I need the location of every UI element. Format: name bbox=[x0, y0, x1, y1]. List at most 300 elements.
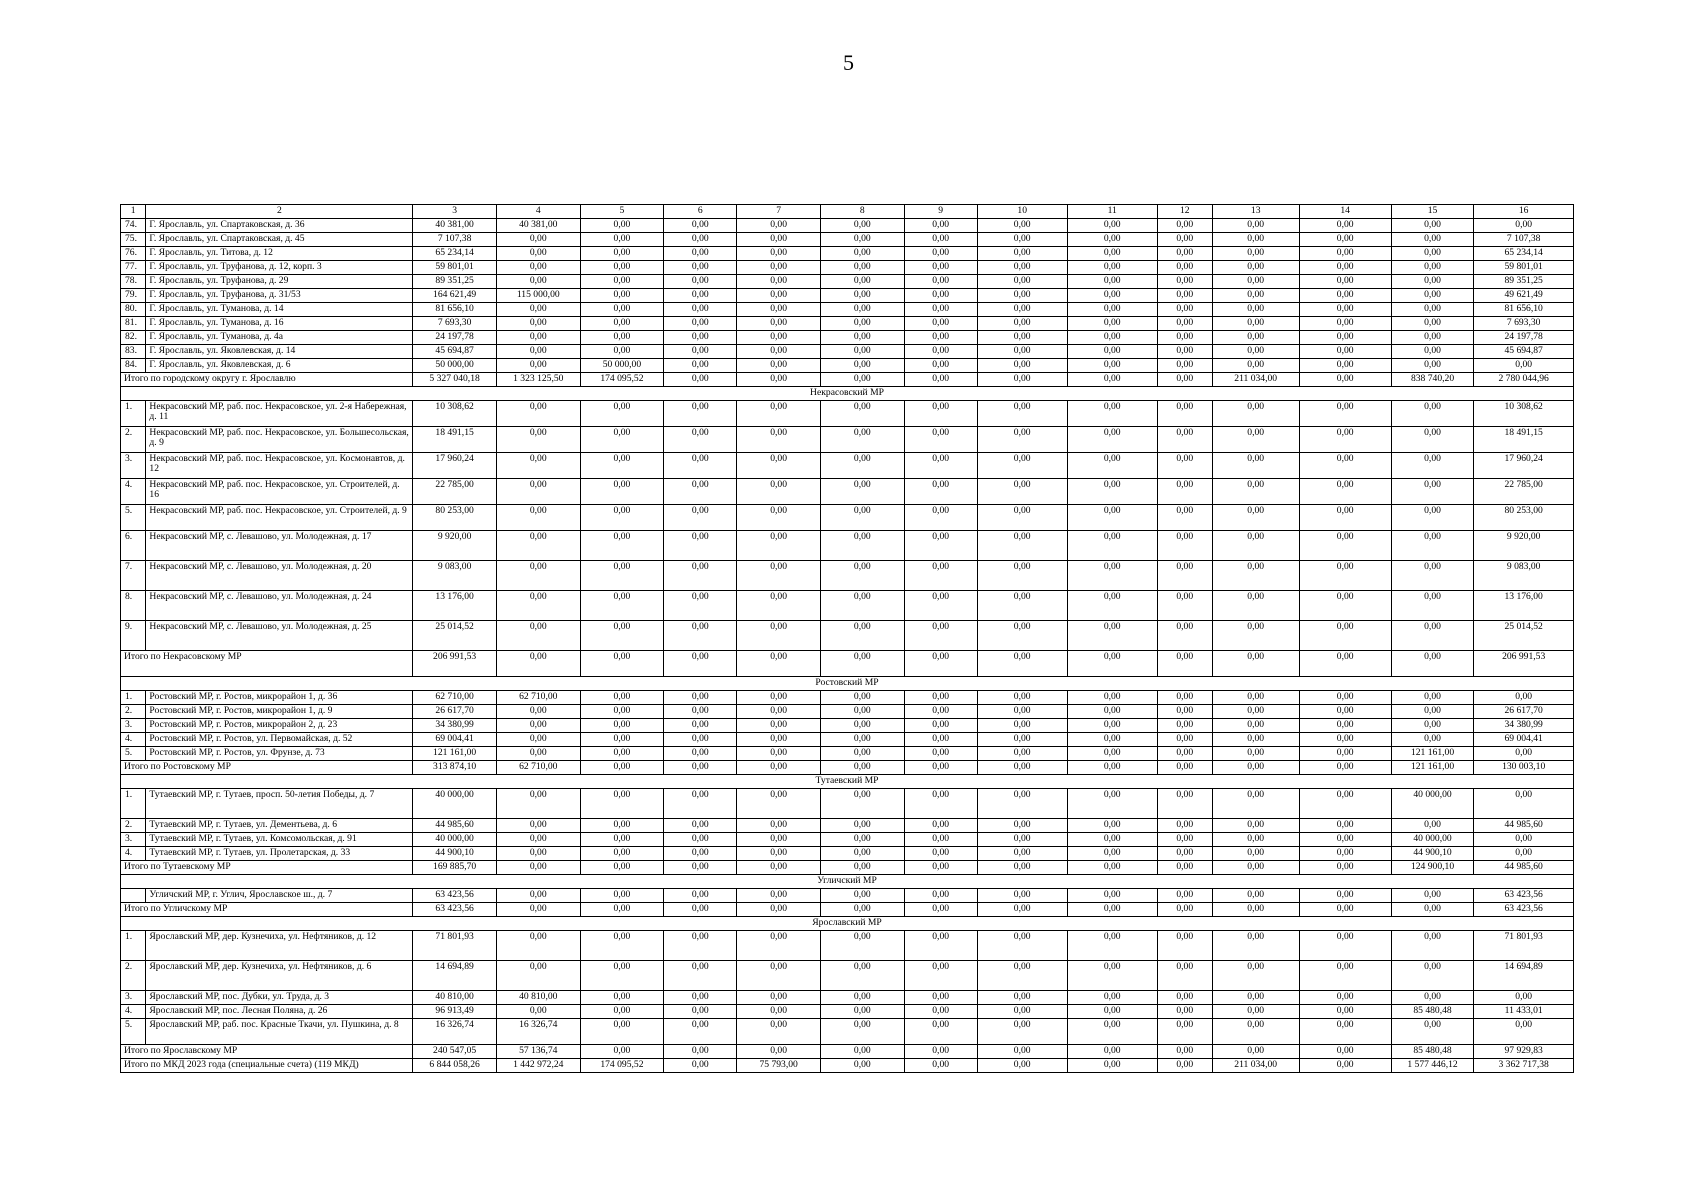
value-cell: 81 656,10 bbox=[413, 303, 497, 317]
value-cell: 0,00 bbox=[737, 819, 821, 833]
value-cell: 0,00 bbox=[737, 931, 821, 961]
value-cell: 17 960,24 bbox=[1474, 453, 1574, 479]
value-cell: 0,00 bbox=[977, 247, 1067, 261]
value-cell: 0,00 bbox=[496, 819, 580, 833]
value-cell: 9 083,00 bbox=[413, 561, 497, 591]
value-cell: 0,00 bbox=[737, 373, 821, 387]
address-cell: Ярославский МР, раб. пос. Красные Ткачи, ул. Пушкина, д. 8 bbox=[146, 1019, 413, 1045]
value-cell: 10 308,62 bbox=[1474, 401, 1574, 427]
table-row bbox=[121, 479, 1574, 505]
address-cell: Г. Ярославль, ул. Спартаковская, д. 45 bbox=[146, 233, 413, 247]
value-cell: 0,00 bbox=[1067, 591, 1157, 621]
value-cell: 0,00 bbox=[820, 931, 904, 961]
row-number: 7. bbox=[121, 561, 146, 591]
value-cell: 0,00 bbox=[904, 861, 977, 875]
table-row bbox=[121, 261, 1574, 275]
value-cell: 0,00 bbox=[904, 373, 977, 387]
value-cell: 169 885,70 bbox=[413, 861, 497, 875]
value-cell: 0,00 bbox=[737, 761, 821, 775]
value-cell: 0,00 bbox=[737, 453, 821, 479]
column-number: 16 bbox=[1474, 205, 1574, 219]
value-cell: 0,00 bbox=[1212, 789, 1299, 819]
value-cell: 1 323 125,50 bbox=[496, 373, 580, 387]
value-cell: 0,00 bbox=[1157, 289, 1212, 303]
value-cell: 0,00 bbox=[1391, 903, 1474, 917]
value-cell: 0,00 bbox=[664, 453, 737, 479]
value-cell: 0,00 bbox=[496, 479, 580, 505]
value-cell: 0,00 bbox=[1299, 705, 1391, 719]
value-cell: 0,00 bbox=[820, 961, 904, 991]
value-cell: 44 985,60 bbox=[413, 819, 497, 833]
value-cell: 26 617,70 bbox=[413, 705, 497, 719]
value-cell: 0,00 bbox=[820, 621, 904, 651]
value-cell: 0,00 bbox=[664, 651, 737, 677]
value-cell: 0,00 bbox=[1157, 219, 1212, 233]
value-cell: 71 801,93 bbox=[413, 931, 497, 961]
value-cell: 0,00 bbox=[580, 833, 664, 847]
value-cell: 0,00 bbox=[904, 233, 977, 247]
column-number: 6 bbox=[664, 205, 737, 219]
value-cell: 0,00 bbox=[820, 861, 904, 875]
value-cell: 0,00 bbox=[580, 317, 664, 331]
value-cell: 0,00 bbox=[820, 733, 904, 747]
value-cell: 0,00 bbox=[664, 931, 737, 961]
table-row bbox=[121, 961, 1574, 991]
value-cell: 97 929,83 bbox=[1474, 1045, 1574, 1059]
row-number: 81. bbox=[121, 317, 146, 331]
value-cell: 22 785,00 bbox=[413, 479, 497, 505]
value-cell: 0,00 bbox=[1212, 453, 1299, 479]
value-cell: 0,00 bbox=[1157, 833, 1212, 847]
table-row bbox=[121, 789, 1574, 819]
value-cell: 0,00 bbox=[496, 889, 580, 903]
value-cell: 0,00 bbox=[580, 889, 664, 903]
value-cell: 0,00 bbox=[1157, 591, 1212, 621]
value-cell: 0,00 bbox=[737, 561, 821, 591]
value-cell: 44 900,10 bbox=[1391, 847, 1474, 861]
value-cell: 0,00 bbox=[1067, 359, 1157, 373]
value-cell: 0,00 bbox=[977, 747, 1067, 761]
value-cell: 0,00 bbox=[1391, 931, 1474, 961]
address-cell: Некрасовский МР, с. Левашово, ул. Молодежная, д. 24 bbox=[146, 591, 413, 621]
value-cell: 81 656,10 bbox=[1474, 303, 1574, 317]
value-cell: 0,00 bbox=[1391, 621, 1474, 651]
value-cell: 0,00 bbox=[977, 561, 1067, 591]
value-cell: 3 362 717,38 bbox=[1474, 1059, 1574, 1073]
value-cell: 0,00 bbox=[1391, 453, 1474, 479]
value-cell: 164 621,49 bbox=[413, 289, 497, 303]
column-number: 13 bbox=[1212, 205, 1299, 219]
value-cell: 0,00 bbox=[1212, 819, 1299, 833]
value-cell: 0,00 bbox=[1299, 453, 1391, 479]
value-cell: 40 000,00 bbox=[413, 789, 497, 819]
value-cell: 206 991,53 bbox=[1474, 651, 1574, 677]
table-row bbox=[121, 233, 1574, 247]
value-cell: 0,00 bbox=[1157, 261, 1212, 275]
address-cell: Г. Ярославль, ул. Туманова, д. 14 bbox=[146, 303, 413, 317]
value-cell: 0,00 bbox=[737, 289, 821, 303]
value-cell: 0,00 bbox=[820, 789, 904, 819]
value-cell: 0,00 bbox=[820, 691, 904, 705]
value-cell: 0,00 bbox=[737, 261, 821, 275]
value-cell: 0,00 bbox=[1067, 331, 1157, 345]
value-cell: 0,00 bbox=[977, 861, 1067, 875]
row-number: 5. bbox=[121, 747, 146, 761]
address-cell: Г. Ярославль, ул. Яковлевская, д. 14 bbox=[146, 345, 413, 359]
value-cell: 0,00 bbox=[1299, 991, 1391, 1005]
table-row bbox=[121, 847, 1574, 861]
value-cell: 0,00 bbox=[1391, 719, 1474, 733]
value-cell: 0,00 bbox=[904, 705, 977, 719]
value-cell: 0,00 bbox=[580, 847, 664, 861]
value-cell: 0,00 bbox=[1474, 789, 1574, 819]
value-cell: 62 710,00 bbox=[413, 691, 497, 705]
value-cell: 0,00 bbox=[664, 961, 737, 991]
subtotal-label: Итого по городскому округу г. Ярославлю bbox=[121, 373, 413, 387]
value-cell: 0,00 bbox=[580, 961, 664, 991]
table-row bbox=[121, 289, 1574, 303]
value-cell: 0,00 bbox=[977, 303, 1067, 317]
value-cell: 0,00 bbox=[737, 991, 821, 1005]
value-cell: 0,00 bbox=[904, 303, 977, 317]
value-cell: 0,00 bbox=[737, 479, 821, 505]
value-cell: 0,00 bbox=[1212, 561, 1299, 591]
value-cell: 0,00 bbox=[1391, 331, 1474, 345]
value-cell: 0,00 bbox=[1067, 621, 1157, 651]
row-number: 2. bbox=[121, 961, 146, 991]
value-cell: 0,00 bbox=[904, 427, 977, 453]
section-title: Тутаевский МР bbox=[121, 775, 1574, 789]
value-cell: 0,00 bbox=[904, 219, 977, 233]
value-cell: 0,00 bbox=[664, 889, 737, 903]
row-number: 4. bbox=[121, 479, 146, 505]
value-cell: 0,00 bbox=[820, 247, 904, 261]
value-cell: 0,00 bbox=[496, 427, 580, 453]
value-cell: 0,00 bbox=[904, 505, 977, 531]
value-cell: 0,00 bbox=[664, 247, 737, 261]
table-row bbox=[121, 453, 1574, 479]
value-cell: 0,00 bbox=[1299, 1045, 1391, 1059]
value-cell: 0,00 bbox=[1299, 331, 1391, 345]
row-number: 5. bbox=[121, 505, 146, 531]
value-cell: 0,00 bbox=[580, 261, 664, 275]
value-cell: 313 874,10 bbox=[413, 761, 497, 775]
value-cell: 0,00 bbox=[496, 303, 580, 317]
value-cell: 0,00 bbox=[1391, 1019, 1474, 1045]
value-cell: 0,00 bbox=[580, 819, 664, 833]
row-number: 2. bbox=[121, 705, 146, 719]
value-cell: 0,00 bbox=[737, 889, 821, 903]
value-cell: 6 844 058,26 bbox=[413, 1059, 497, 1073]
value-cell: 0,00 bbox=[1212, 505, 1299, 531]
value-cell: 0,00 bbox=[664, 505, 737, 531]
value-cell: 0,00 bbox=[737, 691, 821, 705]
value-cell: 0,00 bbox=[1299, 1059, 1391, 1073]
value-cell: 50 000,00 bbox=[413, 359, 497, 373]
value-cell: 0,00 bbox=[496, 401, 580, 427]
value-cell: 0,00 bbox=[820, 1019, 904, 1045]
value-cell: 0,00 bbox=[664, 359, 737, 373]
subtotal-row bbox=[121, 761, 1574, 775]
value-cell: 13 176,00 bbox=[413, 591, 497, 621]
value-cell: 0,00 bbox=[1157, 847, 1212, 861]
value-cell: 0,00 bbox=[1067, 847, 1157, 861]
value-cell: 0,00 bbox=[977, 621, 1067, 651]
value-cell: 0,00 bbox=[1299, 261, 1391, 275]
row-number: 75. bbox=[121, 233, 146, 247]
address-cell: Угличский МР, г. Углич, Ярославское ш., д. 7 bbox=[146, 889, 413, 903]
value-cell: 0,00 bbox=[820, 819, 904, 833]
column-number: 1 bbox=[121, 205, 146, 219]
value-cell: 0,00 bbox=[977, 1019, 1067, 1045]
value-cell: 17 960,24 bbox=[413, 453, 497, 479]
subtotal-label: Итого по Угличскому МР bbox=[121, 903, 413, 917]
value-cell: 0,00 bbox=[1299, 761, 1391, 775]
value-cell: 0,00 bbox=[1067, 531, 1157, 561]
value-cell: 0,00 bbox=[1212, 747, 1299, 761]
value-cell: 0,00 bbox=[977, 289, 1067, 303]
value-cell: 0,00 bbox=[737, 505, 821, 531]
value-cell: 0,00 bbox=[820, 833, 904, 847]
value-cell: 0,00 bbox=[1212, 219, 1299, 233]
value-cell: 0,00 bbox=[1067, 705, 1157, 719]
value-cell: 0,00 bbox=[664, 1019, 737, 1045]
value-cell: 0,00 bbox=[1299, 833, 1391, 847]
value-cell: 0,00 bbox=[820, 889, 904, 903]
column-number: 12 bbox=[1157, 205, 1212, 219]
value-cell: 0,00 bbox=[664, 373, 737, 387]
value-cell: 44 985,60 bbox=[1474, 861, 1574, 875]
column-number: 14 bbox=[1299, 205, 1391, 219]
value-cell: 0,00 bbox=[1299, 961, 1391, 991]
value-cell: 0,00 bbox=[1212, 427, 1299, 453]
value-cell: 0,00 bbox=[1157, 991, 1212, 1005]
value-cell: 0,00 bbox=[1157, 401, 1212, 427]
address-cell: Некрасовский МР, раб. пос. Некрасовское, ул. Космонавтов, д. 12 bbox=[146, 453, 413, 479]
funding-table bbox=[120, 204, 1574, 1073]
value-cell: 0,00 bbox=[1474, 219, 1574, 233]
value-cell: 0,00 bbox=[1474, 747, 1574, 761]
value-cell: 121 161,00 bbox=[1391, 761, 1474, 775]
address-cell: Г. Ярославль, ул. Спартаковская, д. 36 bbox=[146, 219, 413, 233]
value-cell: 24 197,78 bbox=[1474, 331, 1574, 345]
row-number: 1. bbox=[121, 691, 146, 705]
value-cell: 0,00 bbox=[977, 401, 1067, 427]
subtotal-row bbox=[121, 1045, 1574, 1059]
value-cell: 0,00 bbox=[1391, 991, 1474, 1005]
row-number: 4. bbox=[121, 1005, 146, 1019]
value-cell: 0,00 bbox=[580, 331, 664, 345]
value-cell: 0,00 bbox=[737, 833, 821, 847]
value-cell: 0,00 bbox=[977, 261, 1067, 275]
value-cell: 16 326,74 bbox=[496, 1019, 580, 1045]
value-cell: 69 004,41 bbox=[1474, 733, 1574, 747]
address-cell: Ярославский МР, пос. Лесная Поляна, д. 26 bbox=[146, 1005, 413, 1019]
value-cell: 0,00 bbox=[496, 833, 580, 847]
table-row bbox=[121, 359, 1574, 373]
section-header-row bbox=[121, 775, 1574, 789]
value-cell: 0,00 bbox=[580, 401, 664, 427]
value-cell: 0,00 bbox=[1391, 289, 1474, 303]
value-cell: 0,00 bbox=[977, 275, 1067, 289]
value-cell: 0,00 bbox=[1212, 359, 1299, 373]
value-cell: 40 000,00 bbox=[1391, 833, 1474, 847]
value-cell: 0,00 bbox=[1157, 691, 1212, 705]
value-cell: 0,00 bbox=[1212, 961, 1299, 991]
row-number: 80. bbox=[121, 303, 146, 317]
value-cell: 0,00 bbox=[977, 427, 1067, 453]
value-cell: 0,00 bbox=[580, 219, 664, 233]
row-number: 1. bbox=[121, 401, 146, 427]
value-cell: 0,00 bbox=[737, 747, 821, 761]
value-cell: 0,00 bbox=[1212, 233, 1299, 247]
value-cell: 0,00 bbox=[737, 719, 821, 733]
value-cell: 59 801,01 bbox=[1474, 261, 1574, 275]
table-row bbox=[121, 889, 1574, 903]
value-cell: 0,00 bbox=[737, 359, 821, 373]
value-cell: 0,00 bbox=[1299, 621, 1391, 651]
value-cell: 0,00 bbox=[1299, 317, 1391, 331]
table-row bbox=[121, 621, 1574, 651]
value-cell: 0,00 bbox=[1067, 733, 1157, 747]
value-cell: 0,00 bbox=[820, 651, 904, 677]
value-cell: 7 107,38 bbox=[1474, 233, 1574, 247]
address-cell: Ростовский МР, г. Ростов, ул. Первомайская, д. 52 bbox=[146, 733, 413, 747]
value-cell: 0,00 bbox=[580, 427, 664, 453]
table-row bbox=[121, 331, 1574, 345]
value-cell: 0,00 bbox=[737, 427, 821, 453]
value-cell: 0,00 bbox=[1157, 1019, 1212, 1045]
section-header-row bbox=[121, 677, 1574, 691]
value-cell: 0,00 bbox=[904, 331, 977, 345]
value-cell: 0,00 bbox=[1212, 833, 1299, 847]
row-number: 77. bbox=[121, 261, 146, 275]
address-cell: Г. Ярославль, ул. Яковлевская, д. 6 bbox=[146, 359, 413, 373]
value-cell: 0,00 bbox=[1157, 651, 1212, 677]
row-number: 82. bbox=[121, 331, 146, 345]
value-cell: 0,00 bbox=[1299, 931, 1391, 961]
value-cell: 75 793,00 bbox=[737, 1059, 821, 1073]
value-cell: 0,00 bbox=[496, 359, 580, 373]
value-cell: 0,00 bbox=[977, 961, 1067, 991]
value-cell: 0,00 bbox=[820, 561, 904, 591]
value-cell: 0,00 bbox=[1212, 479, 1299, 505]
value-cell: 0,00 bbox=[1067, 651, 1157, 677]
value-cell: 18 491,15 bbox=[413, 427, 497, 453]
value-cell: 0,00 bbox=[1212, 651, 1299, 677]
value-cell: 0,00 bbox=[1474, 1019, 1574, 1045]
value-cell: 89 351,25 bbox=[413, 275, 497, 289]
value-cell: 0,00 bbox=[496, 861, 580, 875]
value-cell: 0,00 bbox=[664, 345, 737, 359]
value-cell: 0,00 bbox=[1157, 561, 1212, 591]
subtotal-row bbox=[121, 651, 1574, 677]
value-cell: 0,00 bbox=[496, 505, 580, 531]
value-cell: 0,00 bbox=[664, 719, 737, 733]
value-cell: 0,00 bbox=[496, 961, 580, 991]
value-cell: 0,00 bbox=[1157, 705, 1212, 719]
value-cell: 0,00 bbox=[977, 733, 1067, 747]
value-cell: 0,00 bbox=[904, 359, 977, 373]
value-cell: 0,00 bbox=[580, 289, 664, 303]
value-cell: 0,00 bbox=[820, 233, 904, 247]
page-number: 5 bbox=[843, 50, 854, 75]
column-number: 10 bbox=[977, 205, 1067, 219]
column-number: 2 bbox=[146, 205, 413, 219]
value-cell: 0,00 bbox=[737, 705, 821, 719]
value-cell: 0,00 bbox=[1474, 833, 1574, 847]
value-cell: 211 034,00 bbox=[1212, 373, 1299, 387]
value-cell: 0,00 bbox=[664, 691, 737, 705]
value-cell: 0,00 bbox=[1157, 719, 1212, 733]
value-cell: 0,00 bbox=[904, 591, 977, 621]
value-cell: 0,00 bbox=[820, 359, 904, 373]
value-cell: 0,00 bbox=[1067, 561, 1157, 591]
value-cell: 0,00 bbox=[1067, 479, 1157, 505]
value-cell: 0,00 bbox=[664, 261, 737, 275]
value-cell: 0,00 bbox=[1299, 1019, 1391, 1045]
value-cell: 0,00 bbox=[977, 889, 1067, 903]
value-cell: 0,00 bbox=[580, 1005, 664, 1019]
value-cell: 0,00 bbox=[1212, 591, 1299, 621]
value-cell: 0,00 bbox=[820, 1005, 904, 1019]
value-cell: 0,00 bbox=[1157, 961, 1212, 991]
value-cell: 0,00 bbox=[820, 427, 904, 453]
value-cell: 34 380,99 bbox=[1474, 719, 1574, 733]
value-cell: 0,00 bbox=[737, 317, 821, 331]
value-cell: 174 095,52 bbox=[580, 1059, 664, 1073]
value-cell: 0,00 bbox=[904, 261, 977, 275]
value-cell: 0,00 bbox=[1157, 819, 1212, 833]
value-cell: 0,00 bbox=[977, 991, 1067, 1005]
value-cell: 0,00 bbox=[580, 733, 664, 747]
value-cell: 0,00 bbox=[1212, 931, 1299, 961]
table-row bbox=[121, 747, 1574, 761]
value-cell: 0,00 bbox=[496, 561, 580, 591]
subtotal-label: Итого по Ростовскому МР bbox=[121, 761, 413, 775]
value-cell: 0,00 bbox=[580, 747, 664, 761]
value-cell: 0,00 bbox=[1391, 819, 1474, 833]
value-cell: 0,00 bbox=[1067, 247, 1157, 261]
table-row bbox=[121, 219, 1574, 233]
row-number: 84. bbox=[121, 359, 146, 373]
address-cell: Некрасовский МР, с. Левашово, ул. Молодежная, д. 25 bbox=[146, 621, 413, 651]
value-cell: 0,00 bbox=[1157, 1059, 1212, 1073]
value-cell: 0,00 bbox=[1212, 1019, 1299, 1045]
value-cell: 0,00 bbox=[737, 219, 821, 233]
section-title: Некрасовский МР bbox=[121, 387, 1574, 401]
table-row bbox=[121, 705, 1574, 719]
value-cell: 0,00 bbox=[1212, 331, 1299, 345]
value-cell: 0,00 bbox=[1212, 889, 1299, 903]
value-cell: 130 003,10 bbox=[1474, 761, 1574, 775]
row-number: 1. bbox=[121, 789, 146, 819]
value-cell: 0,00 bbox=[1067, 861, 1157, 875]
row-number: 1. bbox=[121, 931, 146, 961]
value-cell: 0,00 bbox=[820, 331, 904, 345]
value-cell: 0,00 bbox=[1157, 903, 1212, 917]
value-cell: 0,00 bbox=[1212, 903, 1299, 917]
value-cell: 0,00 bbox=[977, 651, 1067, 677]
value-cell: 0,00 bbox=[496, 317, 580, 331]
value-cell: 63 423,56 bbox=[1474, 903, 1574, 917]
value-cell: 0,00 bbox=[820, 761, 904, 775]
value-cell: 0,00 bbox=[820, 303, 904, 317]
value-cell: 0,00 bbox=[977, 345, 1067, 359]
value-cell: 0,00 bbox=[1067, 427, 1157, 453]
value-cell: 49 621,49 bbox=[1474, 289, 1574, 303]
value-cell: 115 000,00 bbox=[496, 289, 580, 303]
